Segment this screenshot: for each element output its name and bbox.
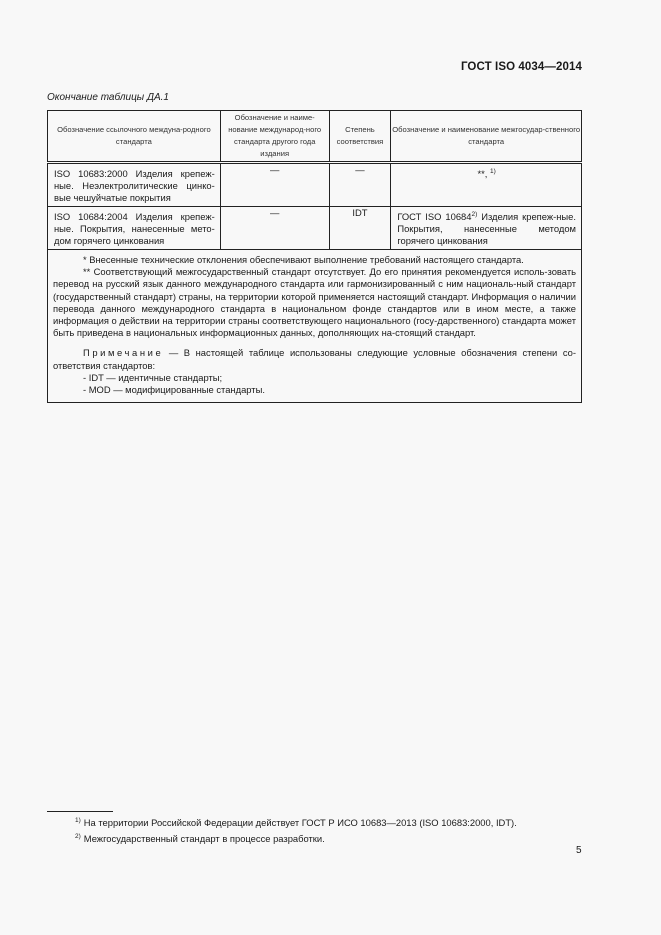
- cell-other-year: —: [220, 207, 329, 250]
- interstate-title: Изделия крепеж-ные. Покрытия, нанесенные методом горячего цинкования: [397, 211, 576, 246]
- cell-degree: IDT: [329, 207, 391, 250]
- footnote-ref-2[interactable]: 2): [471, 210, 478, 218]
- cell-degree: —: [329, 163, 391, 207]
- footnote-divider: [47, 811, 113, 812]
- footnote-2: [75, 831, 517, 847]
- cell-ref-standard: [48, 163, 221, 207]
- legend-item-mod: - MOD — модифицированные стандарты.: [83, 384, 265, 396]
- ref-standard-text: ISO 10683:2000 Изделия крепеж-ные. Неэлектролитические цинко-вые чешуйчатые покрытия: [54, 168, 215, 203]
- interstate-text: [391, 164, 581, 180]
- footnote-text: На территории Российской Федерации действует ГОСТ Р ИСО 10683—2013 (ISO 10683:2000, IDT).: [83, 817, 517, 828]
- cell-interstate: [391, 163, 582, 207]
- document-code: ГОСТ ISO 4034—2014: [460, 61, 582, 73]
- table-row: [48, 163, 582, 207]
- table-row: [48, 207, 582, 250]
- footnote-ref-1[interactable]: 1): [490, 167, 496, 175]
- ref-standard-text: ISO 10684:2004 Изделия крепеж-ные. Покрытия, нанесенные мето-дом горячего цинкования: [54, 211, 215, 246]
- footnote-mark: 2): [75, 832, 81, 840]
- footnotes: [75, 815, 517, 847]
- notes-cell: [48, 250, 582, 403]
- footnote-mark: 1): [75, 816, 81, 824]
- cell-other-year: —: [220, 163, 329, 207]
- cell-interstate: [391, 207, 582, 250]
- page-number: 5: [576, 845, 582, 856]
- column-header-ref-standard: Обозначение ссылочного междуна-родного стандарта: [48, 111, 221, 163]
- footnote-1: [75, 815, 517, 831]
- table-caption: Окончание таблицы ДА.1: [47, 92, 169, 103]
- legend-item-idt: - IDT — идентичные стандарты;: [83, 371, 223, 383]
- column-header-degree: Степень соответствия: [329, 111, 391, 163]
- remark-text: — В настоящей таблице использованы следующие условные обозначения степени со-ответствия стандартов:: [53, 347, 576, 371]
- remark: [53, 347, 576, 371]
- column-header-other-year: Обозначение и наиме-нование международ-ного стандарта другого года издания: [220, 111, 329, 163]
- cell-ref-standard: [48, 207, 221, 250]
- note-single-asterisk: * Внесенные технические отклонения обеспечивают выполнение требований настоящего стандарта.: [83, 254, 524, 265]
- interstate-prefix: **,: [477, 168, 491, 179]
- note-double-asterisk: ** Соответствующий межгосударственный стандарт отсутствует. До его принятия рекомендуется исполь-зовать перевод на русский язык данного международного стандарта или гармонизированный с ним националь-ный стандарт (государственный стандарт) страны, на территории которой применяется настоящий стандарт. Информация о наличии перевода данного международного стандарта в национальном фонде стандартов или в ином месте, а также информация о действии на территории страны соответствующего национального (госу-дарственного) стандарта может быть приведена в национальных информационных данных, дополняющих на-стоящий стандарт.: [53, 266, 576, 339]
- interstate-prefix: ГОСТ ISO 10684: [397, 211, 472, 222]
- remark-label: Примечание: [83, 347, 164, 359]
- column-header-interstate: Обозначение и наименование межгосудар-ственного стандарта: [391, 111, 582, 163]
- standards-table: [47, 110, 582, 403]
- footnote-text: Межгосударственный стандарт в процессе разработки.: [83, 833, 325, 844]
- interstate-text: [391, 207, 581, 247]
- table-header: [48, 111, 582, 163]
- notes-row: [48, 250, 582, 403]
